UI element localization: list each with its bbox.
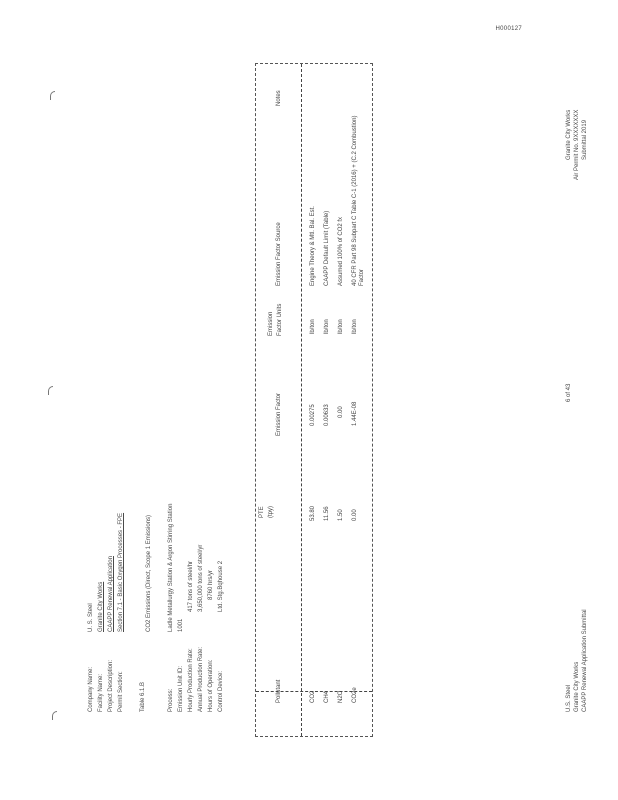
binder-mark bbox=[48, 385, 56, 395]
header-pollutant: Pollutant bbox=[276, 679, 282, 703]
row-factor: 0.00 bbox=[338, 406, 344, 418]
hours-value: 8760 hrs/yr bbox=[208, 569, 214, 600]
row-units: lb/ton bbox=[338, 319, 344, 334]
project-label: Project Description: bbox=[108, 659, 114, 712]
table-reference: Table 6.1.B bbox=[140, 681, 146, 712]
header-source: Emission Factor Source bbox=[276, 222, 282, 286]
annual-rate-label: Annual Production Rate: bbox=[198, 646, 204, 712]
row-factor: 1.44E-08 bbox=[352, 401, 358, 426]
header-notes: Notes bbox=[276, 90, 282, 106]
row-source: 40 CFR Part 98 Subpart C Table C-1 (2016) + (C.2 Combustion) Factor bbox=[352, 115, 365, 286]
header-units: Emission bbox=[268, 311, 274, 336]
header-pte-units: (tpy) bbox=[268, 506, 274, 518]
footer-left-line-1: U.S. Steel bbox=[566, 684, 572, 712]
permit-label: Permit Section: bbox=[118, 671, 124, 712]
scope-note: CO2 Emissions (Direct, Scope 1 Emissions) bbox=[146, 514, 152, 632]
footer-left-line-2: Granite City Works bbox=[574, 661, 580, 712]
footer-right-line-2: Air Permit No. 9XXXXXXX bbox=[574, 109, 580, 180]
control-label: Control Device: bbox=[218, 670, 224, 712]
row-pte: 1.50 bbox=[338, 509, 344, 521]
footer-right-line-1: Granite City Works bbox=[566, 109, 572, 160]
page-counter: 6 of 43 bbox=[566, 383, 572, 402]
row-factor: 0.00633 bbox=[324, 404, 330, 426]
binder-mark bbox=[50, 90, 58, 100]
row-pollutant: N2O bbox=[338, 690, 344, 703]
project-value: CAAPP Renewal Application bbox=[108, 556, 114, 632]
facility-label: Facility Name: bbox=[98, 673, 104, 712]
row-units: lb/ton bbox=[324, 319, 330, 334]
footer-right-line-3: Submittal 2019 bbox=[582, 119, 588, 160]
process-label: Process: bbox=[168, 688, 174, 712]
row-source: Assumed 100% of CO2 fx bbox=[338, 216, 344, 286]
hourly-rate-value: 417 tons of steel/hr bbox=[188, 560, 194, 612]
hourly-rate-label: Hourly Production Rate: bbox=[188, 648, 194, 712]
table-divider bbox=[301, 64, 302, 736]
header-units-2: Factor Units bbox=[277, 303, 283, 336]
row-pollutant: CH4 bbox=[324, 690, 330, 703]
row-pte: 11.56 bbox=[324, 506, 330, 521]
emissions-table bbox=[255, 63, 373, 737]
row-units: lb/ton bbox=[310, 319, 316, 334]
header-factor: Emission Factor bbox=[276, 392, 282, 436]
company-value: U. S. Steel bbox=[88, 603, 94, 632]
process-value: Ladle Metallurgy Station & Argon Stirring Station bbox=[168, 503, 174, 632]
control-value: Ltd. Stg.Bqhouse 2 bbox=[218, 560, 224, 612]
bates-number: H000127 bbox=[495, 26, 522, 32]
unit-id-label: Emission Unit ID: bbox=[178, 665, 184, 712]
facility-value: Granite City Works bbox=[98, 581, 104, 632]
row-source: Engine Theory & Mtl. Bal. Est. bbox=[310, 206, 316, 286]
row-pte: 53.80 bbox=[310, 505, 316, 521]
permit-value: Section 7.1 - Basic Oxygen Processes - FPE bbox=[118, 512, 124, 632]
row-pte: 0.00 bbox=[352, 509, 358, 521]
header-pte: PTE bbox=[259, 506, 265, 518]
company-label: Company Name: bbox=[88, 666, 94, 712]
annual-rate-value: 3,650,000 tons of steel/yr bbox=[198, 544, 204, 612]
footer-left-line-3: CAAPP Renewal Application Submittal bbox=[582, 609, 588, 712]
row-source: CAAPP Default Limit (Table) bbox=[324, 210, 330, 286]
row-units: lb/ton bbox=[352, 319, 358, 334]
binder-mark bbox=[52, 710, 60, 720]
row-factor: 0.00275 bbox=[310, 404, 316, 426]
row-pollutant: CO2 bbox=[310, 690, 316, 703]
hours-label: Hours of Operation: bbox=[208, 659, 214, 712]
row-pollutant: CO2e bbox=[352, 687, 358, 703]
unit-id-value: 1001 bbox=[178, 618, 184, 632]
